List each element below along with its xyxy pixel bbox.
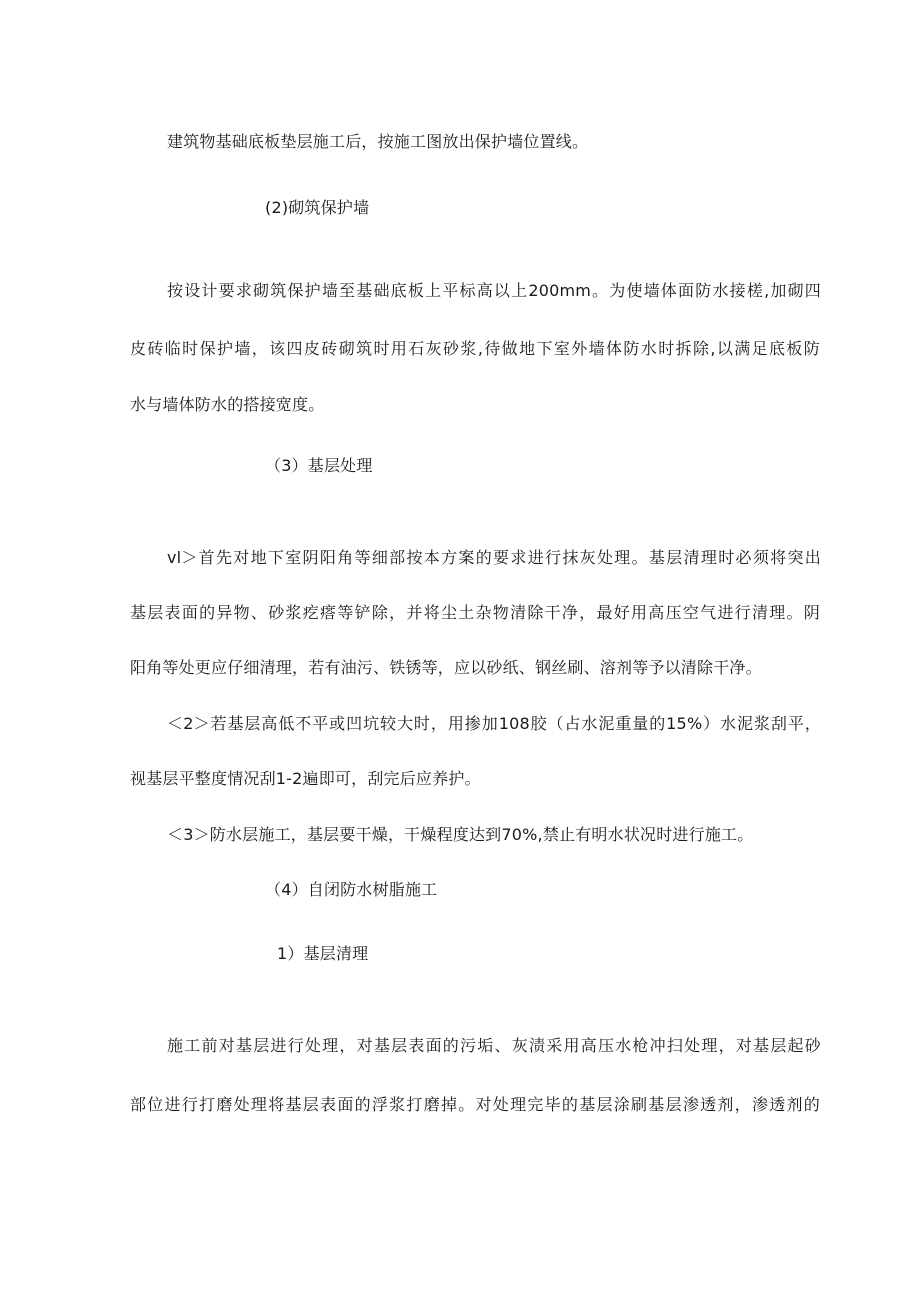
paragraph-line: ＜3＞防水层施工，基层要干燥，干燥程度达到70%,禁止有明水状况时进行施工。 — [167, 825, 754, 844]
paragraph-line: 基层表面的异物、砂浆疙瘩等铲除，并将尘土杂物清除干净，最好用高压空气进行清理。阴 — [130, 603, 820, 622]
paragraph-line: vl＞首先对地下室阴阳角等细部按本方案的要求进行抹灰处理。基层清理时必须将突出 — [167, 548, 821, 567]
paragraph-line: 阳角等处更应仔细清理，若有油污、铁锈等，应以砂纸、钢丝刷、溶剂等予以清除干净。 — [130, 658, 762, 677]
paragraph-line: 视基层平整度情况刮1-2遍即可，刮完后应养护。 — [130, 769, 481, 788]
paragraph-line: 建筑物基础底板垫层施工后，按施工图放出保护墙位置线。 — [167, 132, 589, 151]
paragraph-line: 部位进行打磨处理将基层表面的浮浆打磨掉。对处理完毕的基层涂刷基层渗透剂，渗透剂的 — [130, 1095, 820, 1114]
paragraph-line: 皮砖临时保护墙，该四皮砖砌筑时用石灰砂浆,待做地下室外墙体防水时拆除,以满足底板防 — [130, 339, 820, 358]
subsection-heading: 1）基层清理 — [277, 944, 369, 963]
paragraph-line: 水与墙体防水的搭接宽度。 — [130, 395, 325, 414]
section-heading: （3）基层处理 — [265, 456, 373, 475]
section-heading: (2)砌筑保护墙 — [265, 198, 370, 217]
paragraph-line: 施工前对基层进行处理，对基层表面的污垢、灰渍采用高压水枪冲扫处理，对基层起砂 — [167, 1036, 821, 1055]
paragraph-line: 按设计要求砌筑保护墙至基础底板上平标高以上200mm。为使墙体面防水接槎,加砌四 — [167, 281, 821, 300]
section-heading: （4）自闭防水树脂施工 — [265, 880, 438, 899]
paragraph-line: ＜2＞若基层高低不平或凹坑较大时，用掺加108胶（占水泥重量的15%）水泥浆刮平， — [167, 714, 821, 733]
